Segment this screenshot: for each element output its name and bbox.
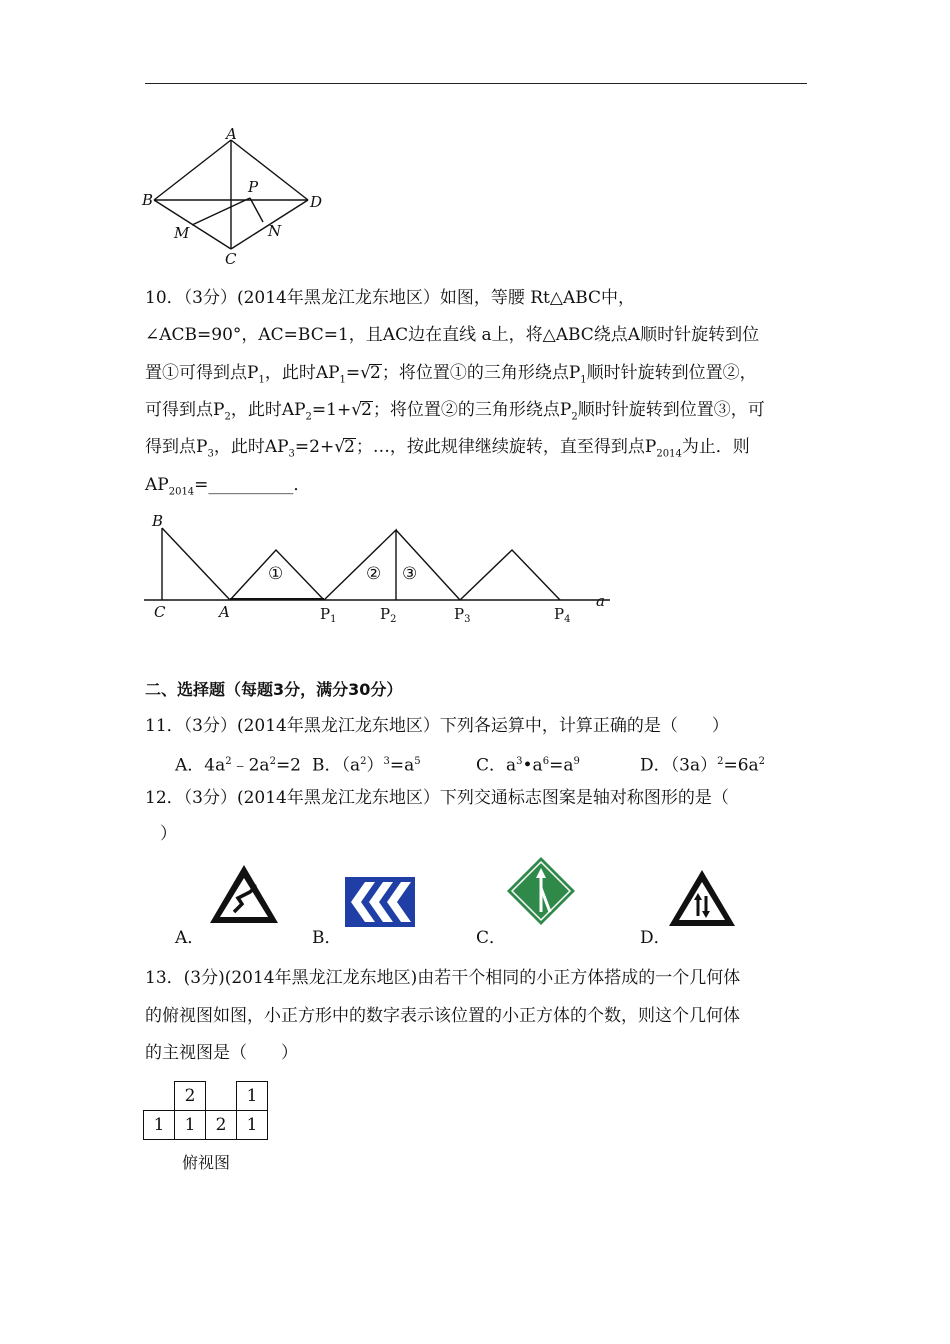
label-B: B	[142, 191, 154, 209]
q12-stem-close: ）	[160, 824, 177, 844]
q11-option-D: D．$(3a)^2=6a^2$	[640, 755, 766, 776]
fig10-B: B	[152, 512, 164, 530]
q10-line6: $AP_{2014}=\_\_\_\_\_\_\_\_\_\_$．	[145, 475, 311, 498]
grid-cell: 1	[175, 1111, 206, 1140]
q12-option-A: A．	[175, 928, 205, 948]
rotation-figure	[140, 508, 620, 628]
q10-line5: 得到点$P_3$，此时$AP_3=2+√2$；…，按此规律继续旋转，直至得到点$P_{2014}$为止．则	[145, 437, 750, 460]
sign-c-icon	[506, 856, 576, 926]
grid-cell: 1	[237, 1111, 268, 1140]
fig10-P2: $P_2$	[380, 605, 397, 625]
label-M: M	[174, 224, 190, 242]
grid-cell	[144, 1082, 175, 1111]
fig10-P3: $P_3$	[454, 605, 471, 625]
label-N: N	[268, 222, 282, 240]
sign-a-icon	[208, 862, 280, 926]
fig10-a: a	[596, 592, 605, 610]
fig10-P1: $P_1$	[320, 605, 337, 625]
q11-stem: 11．（3分）(2014年黑龙江龙东地区）下列各运算中，计算正确的是（ ）	[145, 716, 729, 736]
fig10-pos1: ①	[268, 564, 284, 584]
sign-b-icon	[345, 877, 415, 927]
fig10-pos3: ③	[402, 564, 418, 584]
q11-option-A: A．$4a^2﹣2a^2=2$	[175, 755, 301, 776]
q12-option-D: D．	[640, 928, 671, 948]
fig10-C: C	[154, 603, 166, 621]
q13-line1: 13．(3分)(2014年黑龙江龙东地区)由若干个相同的小正方体搭成的一个几何体	[145, 968, 741, 988]
q13-line2: 的俯视图如图，小正方形中的数字表示该位置的小正方体的个数，则这个几何体	[145, 1006, 740, 1026]
section-title: 二、选择题（每题3分，满分30分）	[145, 680, 403, 699]
fig10-A: A	[219, 603, 230, 621]
q10-line1: 10．（3分）(2014年黑龙江龙东地区）如图，等腰 Rt△ABC中，	[145, 288, 636, 308]
grid-top-row	[144, 1082, 268, 1111]
q11-option-B: B．$(a^2)^3=a^5$	[312, 755, 421, 776]
q11-option-C: C．$a^3•a^6=a^9$	[476, 755, 580, 776]
grid-cell: 2	[175, 1082, 206, 1111]
grid-caption: 俯视图	[182, 1153, 231, 1172]
rhombus-figure	[140, 128, 330, 268]
q10-line2: ∠ACB=90°，AC=BC=1，且AC边在直线 a上，将△ABC绕点A顺时针旋转到位	[145, 325, 760, 345]
grid-cell: 2	[206, 1111, 237, 1140]
top-view-grid	[143, 1081, 268, 1140]
q12-option-B: B．	[312, 928, 342, 948]
label-D: D	[310, 193, 323, 211]
q13-line3: 的主视图是（ ）	[145, 1043, 298, 1063]
sign-d-icon	[667, 868, 737, 928]
label-C: C	[225, 250, 237, 268]
q12-option-C: C．	[476, 928, 507, 948]
grid-cell: 1	[237, 1082, 268, 1111]
fig10-P4: $P_4$	[554, 605, 571, 625]
label-P: P	[248, 178, 259, 196]
q12-stem: 12．（3分）(2014年黑龙江龙东地区）下列交通标志图案是轴对称图形的是（	[145, 788, 729, 808]
grid-cell	[206, 1082, 237, 1111]
q10-line3: 置①可得到点$P_1$，此时$AP_1=√2$；将位置①的三角形绕点$P_1$顺时针旋转到位置②，	[145, 363, 757, 386]
fig10-pos2: ②	[366, 564, 382, 584]
grid-cell: 1	[144, 1111, 175, 1140]
grid-bottom-row	[144, 1111, 268, 1140]
header-rule	[145, 83, 807, 84]
q10-line4: 可得到点$P_2$，此时$AP_2=1+√2$；将位置②的三角形绕点$P_2$顺时针旋转到位置③，可	[145, 400, 765, 423]
label-A: A	[226, 128, 237, 143]
